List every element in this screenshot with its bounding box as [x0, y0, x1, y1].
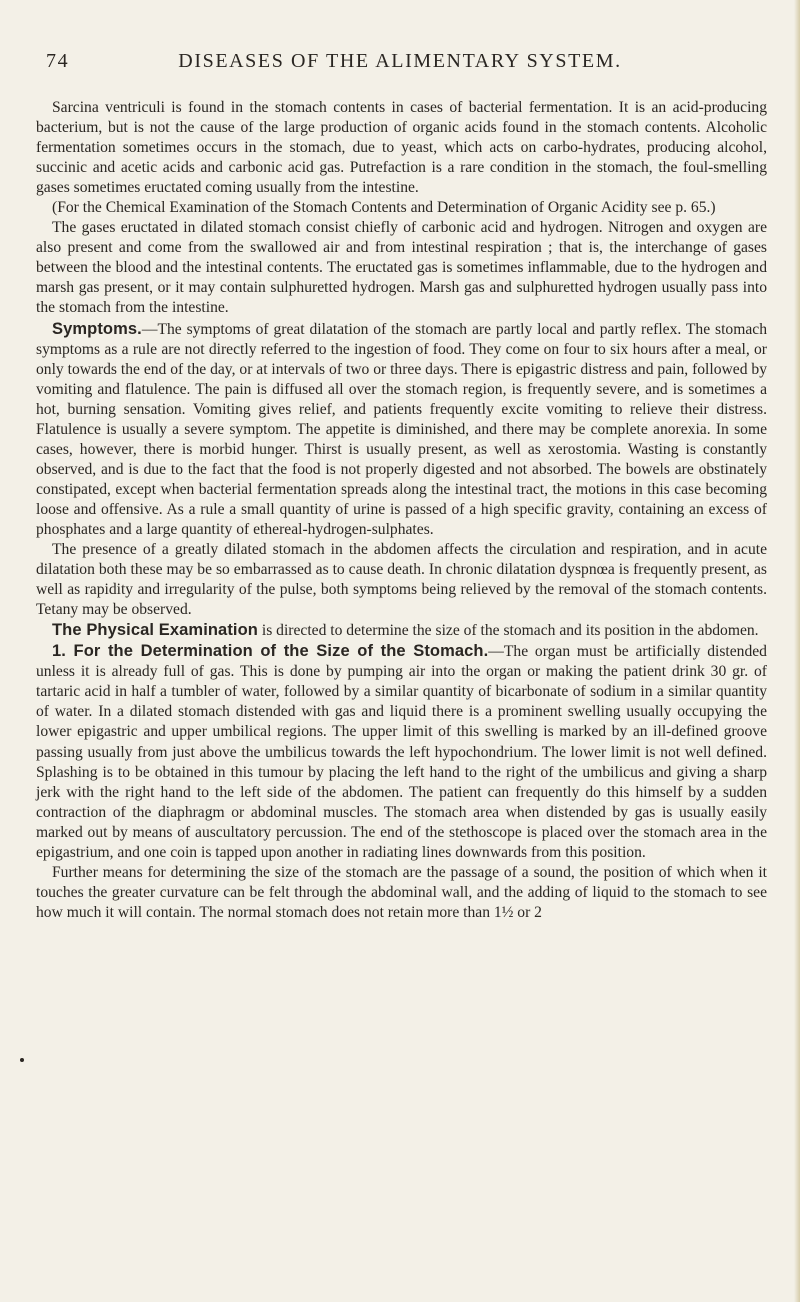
page-number: 74 [46, 50, 70, 72]
size-determination-text: —The organ must be artificially distended unless it is already full of gas. This is done by pumping air into the organ or making the patient drink 30 gr. of tartaric acid in half a tumbler of water, followed by a similar quantity of bicarbonate of sodium in a similar quantity of water. In a dilated stomach distended with gas and liquid there is a prominent swelling usually occupying the lower epigastric and upper umbilical regions. The upper limit of this swelling is marked by an ill-defined groove passing usually from just above the umbilicus towards the left hypochondrium. The lower limit is not well defined. Splashing is to be obtained in this tumour by placing the left hand to the right of the umbilicus and giving a sharp jerk with the right hand to the left side of the abdomen. The patient can frequently do this himself by a sudden contraction of the diaphragm or abdominal muscles. The stomach area when distended by gas is usually easily marked out by means of auscultatory percussion. The end of the stethoscope is placed over the stomach area in the epigastrium, and one coin is tapped upon another in radiating lines downwards from this position. [36, 643, 767, 861]
symptoms-text: —The symptoms of great dilatation of the stomach are partly local and partly reflex. The stomach symptoms as a rule are not directly referred to the ingestion of food. They come on four to six hours after a meal, or only towards the end of the day, or at intervals of two or three days. There is epigastric distress and pain, followed by vomiting and flatulence. The pain is diffused all over the stomach region, is frequently severe, and is sometimes a hot, burning sensation. Vomiting gives relief, and patients frequently excite vomiting to relieve their distress. Flatulence is usually a severe symptom. The appetite is diminished, and there may be complete anorexia. In some cases, however, there is morbid hunger. Thirst is usually present, as well as xerostomia. Wasting is constantly observed, and is due to the fact that the food is not properly digested and not absorbed. The bowels are obstinately constipated, except when bacterial fermentation spreads along the intestinal tract, the motions in this case becoming loose and offensive. As a rule a small quantity of urine is passed of a high specific gravity, containing an excess of phosphates and a large quantity of ethereal-hydrogen-sulphates. [36, 320, 767, 538]
running-head: DISEASES OF THE ALIMENTARY SYSTEM. [178, 50, 622, 72]
size-determination-heading: 1. For the Determination of the Size of the Stomach. [52, 642, 489, 661]
page-header [46, 50, 754, 78]
margin-dot [20, 1058, 24, 1062]
physical-examination-text: is directed to determine the size of the stomach and its position in the abdomen. [257, 622, 759, 640]
paragraph-sarcina: Sarcina ventriculi is found in the stomach contents in cases of bacterial fermentation. It is an acid-producing bacterium, but is not the cause of the large production of organic acids found in the stomach contents. Alcoholic fermentation sometimes occurs in the stomach, due to yeast, which acts on carbo-hydrates, producing alcohol, succinic and acetic acids and carbonic acid gas. Putrefaction is a rare condition in the stomach, the foul-smelling gases sometimes eructated coming usually from the intestine. [36, 99, 767, 197]
page-edge-shadow [794, 0, 800, 1302]
symptoms-heading: Symptoms. [52, 319, 142, 338]
physical-examination-heading: The Physical Examination [52, 621, 258, 640]
body-text [36, 98, 767, 923]
paragraph-further-means: Further means for determining the size of the stomach are the passage of a sound, the position of which when it touches the greater curvature can be felt through the abdominal wall, and the adding of liquid to the stomach to see how much it will contain. The normal stomach does not retain more than 1½ or 2 [36, 863, 767, 921]
paragraph-symptoms [36, 319, 767, 541]
paragraph-gases: The gases eructated in dilated stomach consist chiefly of carbonic acid and hydrogen. Nitrogen and oxygen are also present and come from the swallowed air and from intestinal respiration ; that is, the interchange of gases between the blood and the intestinal contents. The eructated gas is sometimes inflammable, due to the hydrogen and marsh gas present, or it may contain sulphuretted hydrogen. Marsh gas and sulphuretted hydrogen usually pass into the stomach from the intestine. [36, 219, 767, 317]
paragraph-circulation: The presence of a greatly dilated stomach in the abdomen affects the circulation and respiration, and in acute dilatation both these may bе so embarrassed as to cause death. In chronic dilatation dyspnœa is frequently present, as well as rapidity and irregularity of the pulse, both symptoms being relieved by the removal of the stomach contents. Tetany may be observed. [36, 541, 767, 619]
paragraph-see-also: (For the Chemical Examination of the Stomach Contents and Determination of Organic Acidity see p. 65.) [52, 199, 716, 217]
paragraph-size-determination [36, 641, 767, 863]
paragraph-physical-examination [36, 620, 767, 641]
